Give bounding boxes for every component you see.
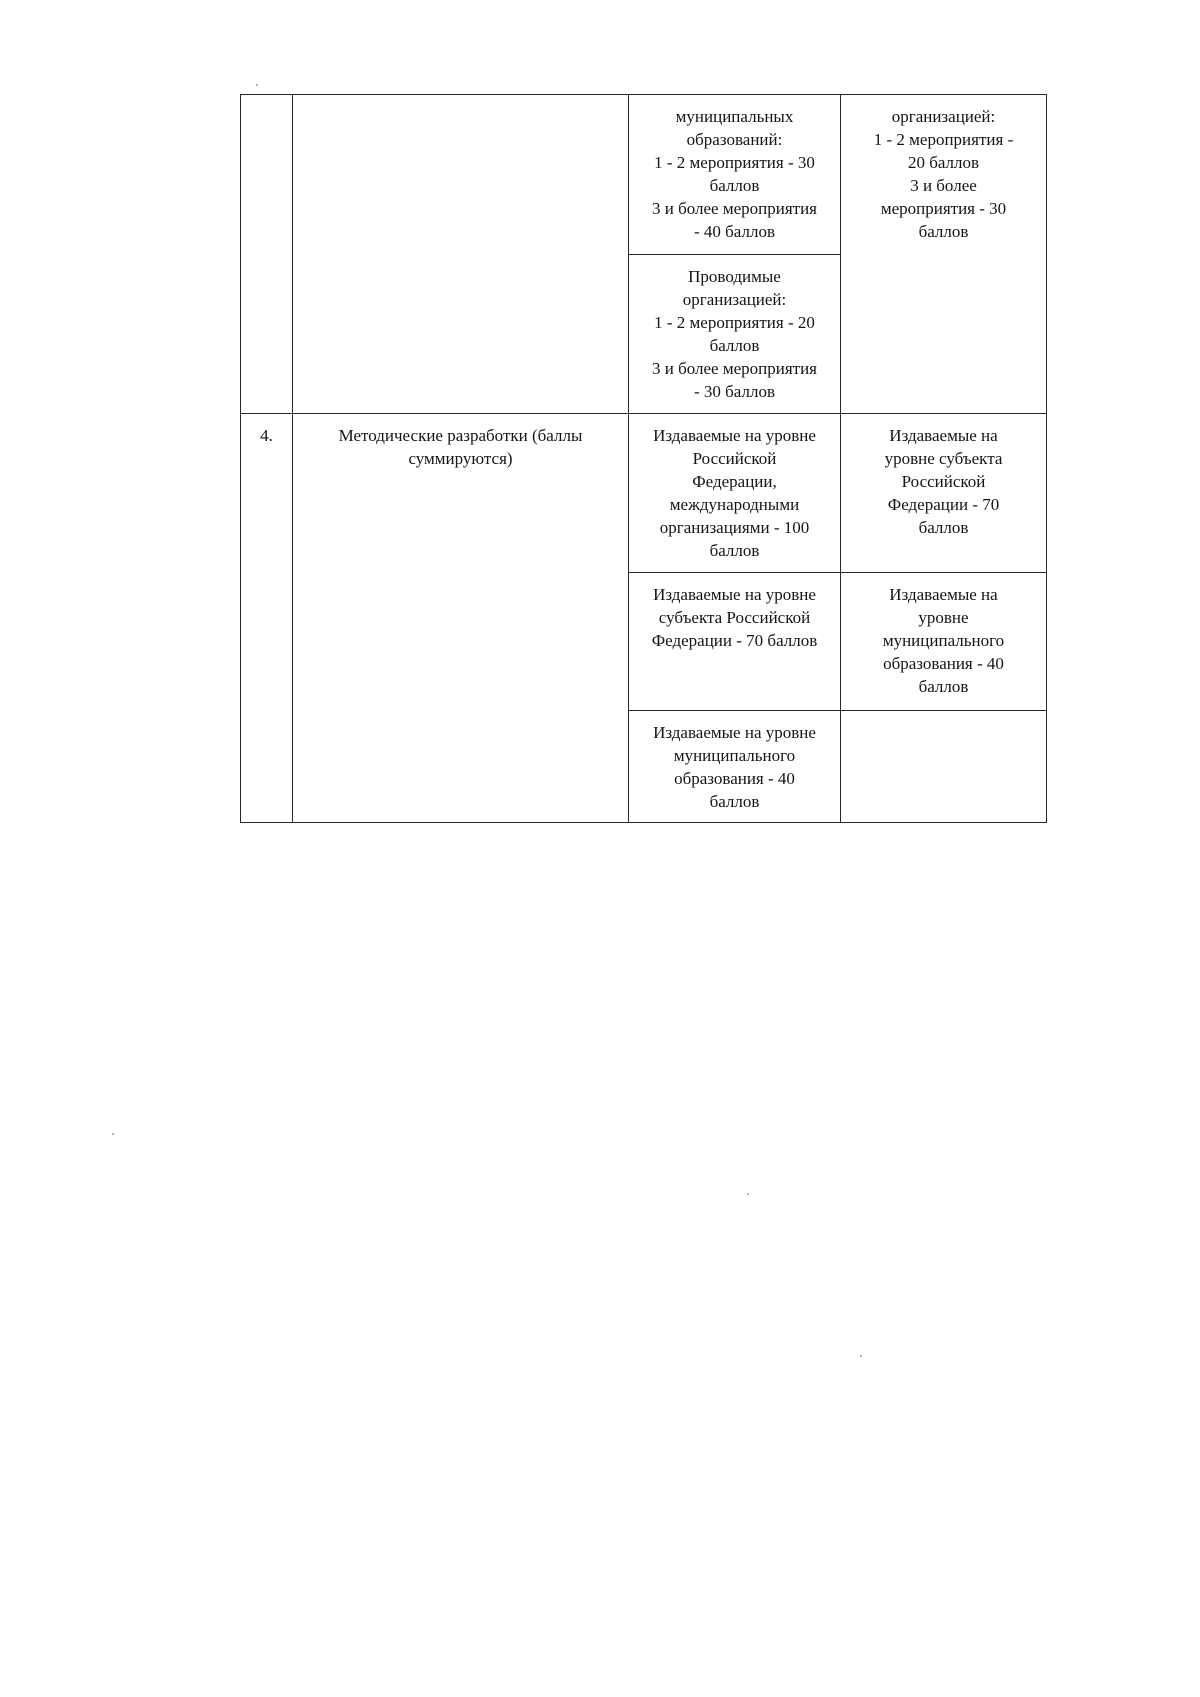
row-number-cell bbox=[241, 414, 293, 823]
scan-speck bbox=[256, 84, 258, 86]
table-row bbox=[241, 414, 1047, 573]
score-text: Издаваемые на уровне субъекта Российской Федерации - 70 баллов bbox=[651, 585, 818, 650]
score-text: Проводимые организацией: 1 - 2 мероприятия - 20 баллов 3 и более мероприятия - 30 баллов bbox=[651, 267, 817, 401]
score-text: Издаваемые на уровне муниципального образования - 40 баллов bbox=[653, 723, 816, 811]
score-cell bbox=[629, 414, 841, 573]
score-text: Издаваемые на уровне Российской Федерации, международными организациями - 100 баллов bbox=[653, 426, 816, 560]
score-cell bbox=[629, 573, 841, 711]
scan-speck bbox=[860, 1355, 862, 1357]
score-text: организацией: 1 - 2 мероприятия - 20 баллов 3 и более мероприятия - 30 баллов bbox=[873, 107, 1014, 241]
score-cell bbox=[629, 95, 841, 255]
score-text: муниципальных образований: 1 - 2 мероприятия - 30 баллов 3 и более мероприятия - 40 баллов bbox=[651, 107, 817, 241]
score-text: Издаваемые на уровне субъекта Российской Федерации - 70 баллов bbox=[884, 426, 1003, 537]
score-cell bbox=[629, 255, 841, 414]
empty-cell bbox=[841, 711, 1047, 823]
row-number-cell bbox=[241, 95, 293, 414]
score-cell bbox=[841, 414, 1047, 573]
table-row bbox=[241, 95, 1047, 255]
scan-speck bbox=[112, 1133, 114, 1135]
criterion-text: Методические разработки (баллы суммируются) bbox=[338, 426, 583, 468]
row-number: 4. bbox=[260, 426, 273, 445]
criteria-table bbox=[240, 94, 1047, 823]
score-cell bbox=[841, 573, 1047, 711]
score-cell bbox=[629, 711, 841, 823]
criterion-cell bbox=[293, 414, 629, 823]
score-text: Издаваемые на уровне муниципального образования - 40 баллов bbox=[882, 585, 1005, 696]
criterion-cell bbox=[293, 95, 629, 414]
score-cell bbox=[841, 95, 1047, 414]
scan-speck bbox=[747, 1193, 749, 1195]
